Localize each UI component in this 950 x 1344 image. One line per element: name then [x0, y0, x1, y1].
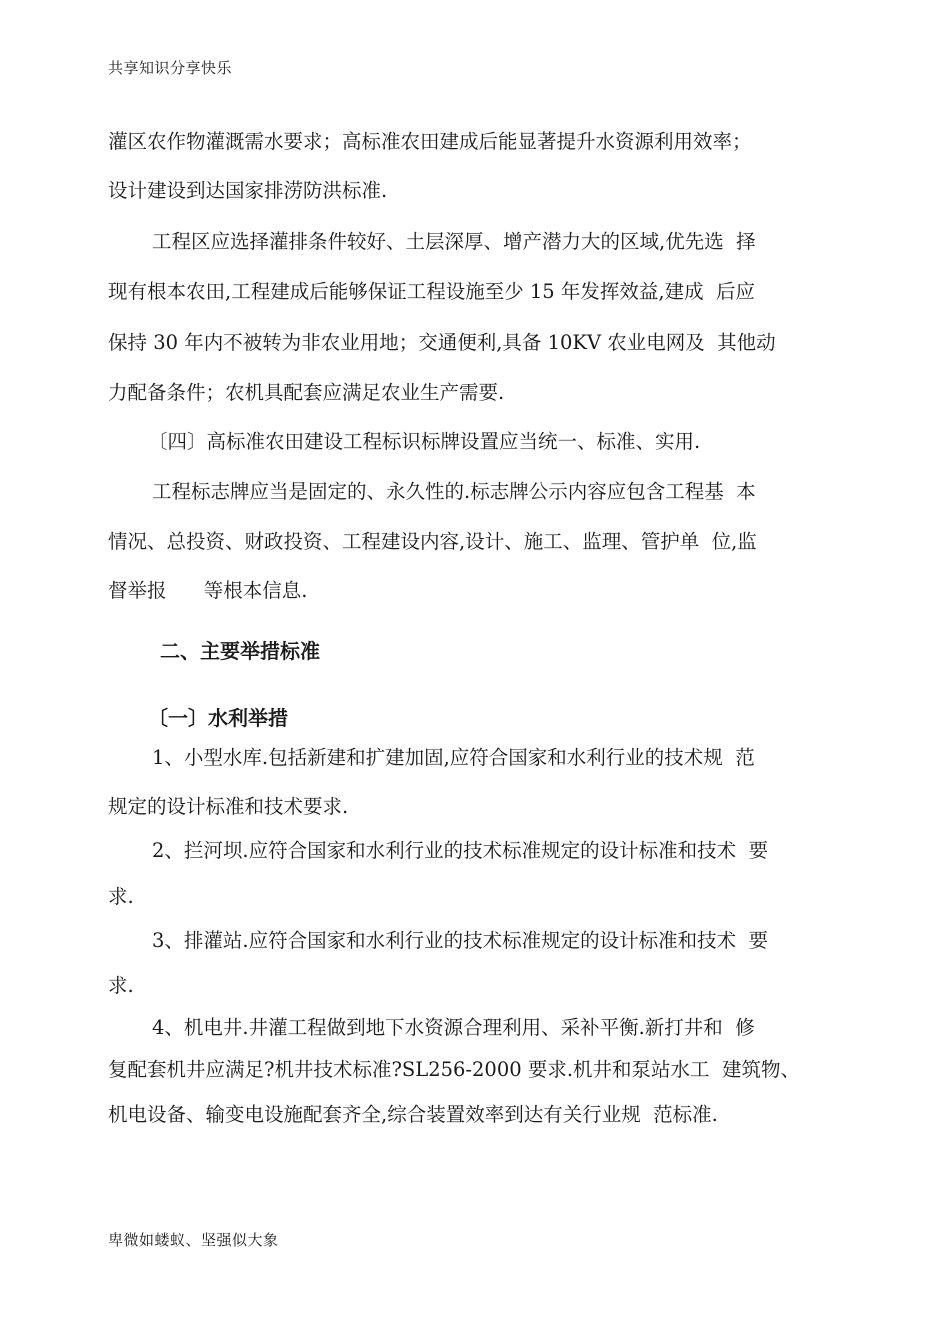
paragraph-line: 现有根本农田,工程建成后能够保证工程设施至少 15 年发挥效益,建成 后应	[108, 280, 756, 303]
paragraph-line: 3、排灌站.应符合国家和水利行业的技术标准规定的设计标准和技术 要	[152, 929, 769, 952]
page-footer: 卑微如蝼蚁、坚强似大象	[108, 1231, 279, 1249]
paragraph-line: 求.	[108, 885, 134, 908]
paragraph-line: 工程区应选择灌排条件较好、土层深厚、增产潜力大的区域,优先选 择	[152, 230, 756, 253]
paragraph-line: 督举报 等根本信息.	[108, 579, 308, 602]
paragraph-line: 〔四〕高标准农田建设工程标识标牌设置应当统一、标准、实用.	[148, 430, 701, 453]
paragraph-line: 求.	[108, 974, 134, 997]
page-header: 共享知识分享快乐	[108, 59, 233, 77]
paragraph-line: 情况、总投资、财政投资、工程建设内容,设计、施工、监理、管护单 位,监	[108, 530, 757, 553]
paragraph-line: 工程标志牌应当是固定的、永久性的.标志牌公示内容应包含工程基 本	[152, 480, 756, 503]
paragraph-line: 机电设备、输变电设施配套齐全,综合装置效率到达有关行业规 范标准.	[108, 1103, 718, 1126]
paragraph-line: 2、拦河坝.应符合国家和水利行业的技术标准规定的设计标准和技术 要	[152, 839, 769, 862]
paragraph-line: 复配套机井应满足?机井技术标准?SL256-2000 要求.机井和泵站水工 建筑物、	[108, 1058, 800, 1081]
section-heading: 二、主要举措标准	[160, 639, 320, 663]
paragraph-line: 规定的设计标准和技术要求.	[108, 795, 349, 818]
paragraph-line: 保持 30 年内不被转为非农业用地；交通便利,具备 10KV 农业电网及 其他动	[108, 331, 776, 354]
paragraph-line: 灌区农作物灌溉需水要求；高标准农田建成后能显著提升水资源利用效率；	[108, 130, 752, 153]
paragraph-line: 4、机电井.井灌工程做到地下水资源合理利用、采补平衡.新打井和 修	[152, 1016, 755, 1039]
paragraph-line: 设计建设到达国家排涝防洪标准.	[108, 179, 388, 202]
subsection-heading: 〔一〕水利举措	[148, 706, 288, 730]
paragraph-line: 1、小型水库.包括新建和扩建加固,应符合国家和水利行业的技术规 范	[152, 746, 755, 769]
paragraph-line: 力配备条件；农机具配套应满足农业生产需要.	[108, 381, 505, 404]
